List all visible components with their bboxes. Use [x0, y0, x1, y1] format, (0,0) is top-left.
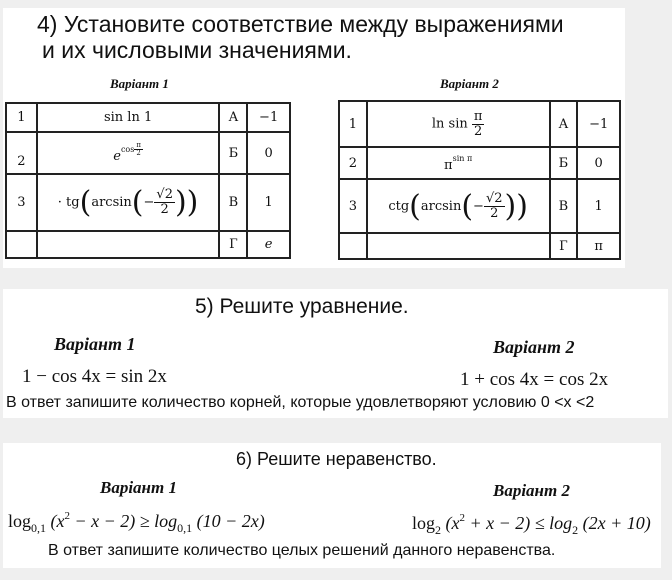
expr-inner: arcsin: [91, 195, 132, 210]
arg2: (2x + 10): [578, 513, 651, 533]
variant1-table: [5, 102, 291, 259]
expression: · tg(arcsin(− $\frac{√2}{2}$ )): [37, 174, 220, 231]
frac-den: 2: [490, 205, 499, 221]
answer-value: −1: [247, 103, 290, 132]
row-number: 2: [339, 147, 367, 179]
task5-equation-variant1: 1 − cos 4x = sin 2x: [22, 366, 167, 387]
log-base: 0,1: [31, 521, 47, 535]
log-base: 2: [572, 523, 579, 537]
expr-func: ln sin: [431, 116, 468, 132]
row-number: [339, 233, 367, 259]
answer-value: 1: [577, 179, 620, 233]
variant2-label: Варіант 2: [440, 76, 499, 91]
answer-value: π: [577, 233, 620, 259]
arg1-post: − x − 2) ≥ log: [70, 511, 178, 531]
task4-title-line2: и их числовыми значениями.: [42, 37, 352, 63]
task5-equation-variant2: 1 + cos 4x = cos 2x: [460, 369, 609, 390]
task6-note: В ответ запишите количество целых решений данного неравенства.: [48, 542, 556, 559]
expression: [37, 132, 220, 174]
table-row: [339, 101, 620, 147]
task5-note: В ответ запишите количество корней, которые удовлетворяют условию 0 <x <2: [6, 394, 595, 411]
log: log: [412, 513, 436, 533]
task4-title-line1: 4) Установите соответствие между выражениями: [37, 11, 564, 37]
expr-sign: −: [473, 198, 484, 214]
table-row: [6, 132, 290, 174]
row-number: 3: [339, 179, 367, 233]
frac-den: 2: [160, 202, 169, 217]
task5-variant2-label: Варіант 2: [493, 337, 575, 357]
answer-letter: Г: [219, 231, 247, 258]
expr-base: e: [113, 148, 121, 164]
variant2-table: [338, 100, 621, 260]
frac-num: √2: [485, 190, 503, 206]
row-number: 1: [339, 101, 367, 147]
answer-value: 1: [247, 174, 290, 231]
square: 2: [459, 512, 465, 524]
square: 2: [64, 510, 70, 522]
expr-exp: sin π: [452, 153, 473, 163]
row-number: 2: [6, 132, 37, 174]
answer-letter: А: [219, 103, 247, 132]
log-base: 2: [435, 523, 442, 537]
expr-exp: cos: [120, 144, 135, 154]
log: log: [8, 511, 32, 531]
row-number: 1: [6, 103, 37, 132]
arg1-pre: (x: [445, 513, 460, 533]
answer-value: −1: [577, 101, 620, 147]
table-row: [6, 174, 290, 231]
answer-value: 0: [247, 132, 290, 174]
table-row: [6, 231, 290, 258]
log-base: 0,1: [177, 521, 193, 535]
answer-letter: В: [219, 174, 247, 231]
expression: [367, 101, 550, 147]
expr-base: π: [444, 157, 453, 173]
task6-title: 6) Решите неравенство.: [236, 449, 437, 469]
table-row: [339, 233, 620, 259]
variant1-label: Варіант 1: [110, 76, 169, 91]
exp-den: 2: [136, 149, 141, 158]
expr-inner: arcsin: [420, 198, 462, 214]
task5-variant1-label: Варіант 1: [54, 334, 136, 354]
task6-inequality-variant2: [412, 512, 651, 538]
answer-value: e: [247, 231, 290, 258]
expr-sign: −: [143, 195, 155, 210]
expr-prefix: · tg: [57, 195, 80, 210]
task6-variant2-label: Варіант 2: [493, 481, 570, 500]
expression: [367, 147, 550, 179]
task5-title: 5) Решите уравнение.: [195, 295, 409, 318]
exp-num: π: [136, 141, 141, 150]
expression: ctg(arcsin(− $\frac{√2}{2}$ )): [367, 179, 550, 233]
frac-den: 2: [474, 123, 483, 139]
table-row: [339, 179, 620, 233]
task6-inequality-variant1: [8, 510, 265, 536]
expression: sin ln 1: [37, 103, 220, 132]
answer-value: 0: [577, 147, 620, 179]
frac-num: π: [473, 108, 483, 124]
table-row: [339, 147, 620, 179]
expr-prefix: ctg: [388, 198, 410, 214]
expression: [367, 233, 550, 259]
answer-letter: Г: [550, 233, 578, 259]
arg1-post: + x − 2) ≤ log: [465, 513, 573, 533]
frac-num: √2: [156, 187, 173, 203]
row-number: 3: [6, 174, 37, 231]
answer-letter: А: [550, 101, 578, 147]
answer-letter: Б: [550, 147, 578, 179]
task6-variant1-label: Варіант 1: [100, 478, 177, 497]
row-number: [6, 231, 37, 258]
expression: [37, 231, 220, 258]
answer-letter: В: [550, 179, 578, 233]
answer-letter: Б: [219, 132, 247, 174]
arg1-pre: (x: [50, 511, 65, 531]
table-row: [6, 103, 290, 132]
arg2: (10 − 2x): [192, 511, 265, 531]
